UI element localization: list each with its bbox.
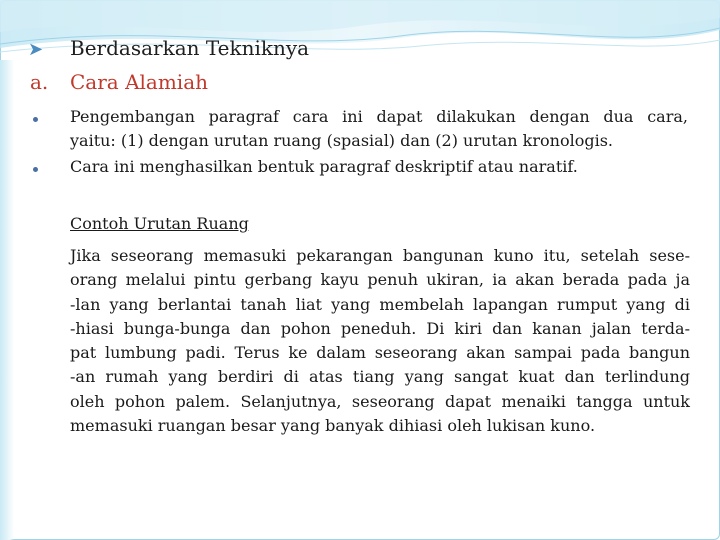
subheading-number: a. xyxy=(30,70,49,94)
bullet-2-line-1: Cara ini menghasilkan bentuk paragraf deskriptif atau naratif. xyxy=(70,157,578,176)
bullet-item-1 xyxy=(70,105,688,153)
bullet-dot-icon xyxy=(33,117,38,122)
subheading-line xyxy=(30,70,208,94)
example-line: Jika seseorang memasuki pekarangan bangunan kuno itu, setelah sese- xyxy=(70,246,690,265)
left-gradient-bar xyxy=(0,60,14,540)
example-line: -hiasi bunga-bunga dan pohon peneduh. Di kiri dan kanan jalan terda- xyxy=(70,318,690,338)
bullet-1-line-2: yaitu: (1) dengan urutan ruang (spasial) dan (2) urutan kronologis. xyxy=(70,131,613,150)
example-line: pat lumbung padi. Terus ke dalam seseorang akan sampai pada bangun xyxy=(70,343,690,363)
example-line: memasuki ruangan besar yang banyak dihiasi oleh lukisan kuno. xyxy=(70,416,596,436)
bullet-dot-icon xyxy=(33,167,38,172)
example-line: orang melalui pintu gerbang kayu penuh ukiran, ia akan berada pada ja xyxy=(70,270,690,290)
arrow-bullet-icon: ➤ xyxy=(28,39,44,60)
example-line: -an rumah yang berdiri di atas tiang yang sangat kuat dan terlindung xyxy=(70,367,690,387)
example-line: -lan yang berlantai tanah liat yang membelah lapangan rumput yang di xyxy=(70,294,690,314)
example-title: Contoh Urutan Ruang xyxy=(70,214,249,233)
bullet-item-2 xyxy=(70,155,688,179)
subheading: Cara Alamiah xyxy=(70,70,208,94)
page-title: Berdasarkan Tekniknya xyxy=(70,36,310,60)
example-line: oleh pohon palem. Selanjutnya, seseorang dapat menaiki tangga untuk xyxy=(70,391,690,411)
heading-line xyxy=(28,36,309,60)
example-paragraph xyxy=(70,244,690,438)
bullet-1-line-1: Pengembangan paragraf cara ini dapat dilakukan dengan dua cara, xyxy=(70,107,688,126)
